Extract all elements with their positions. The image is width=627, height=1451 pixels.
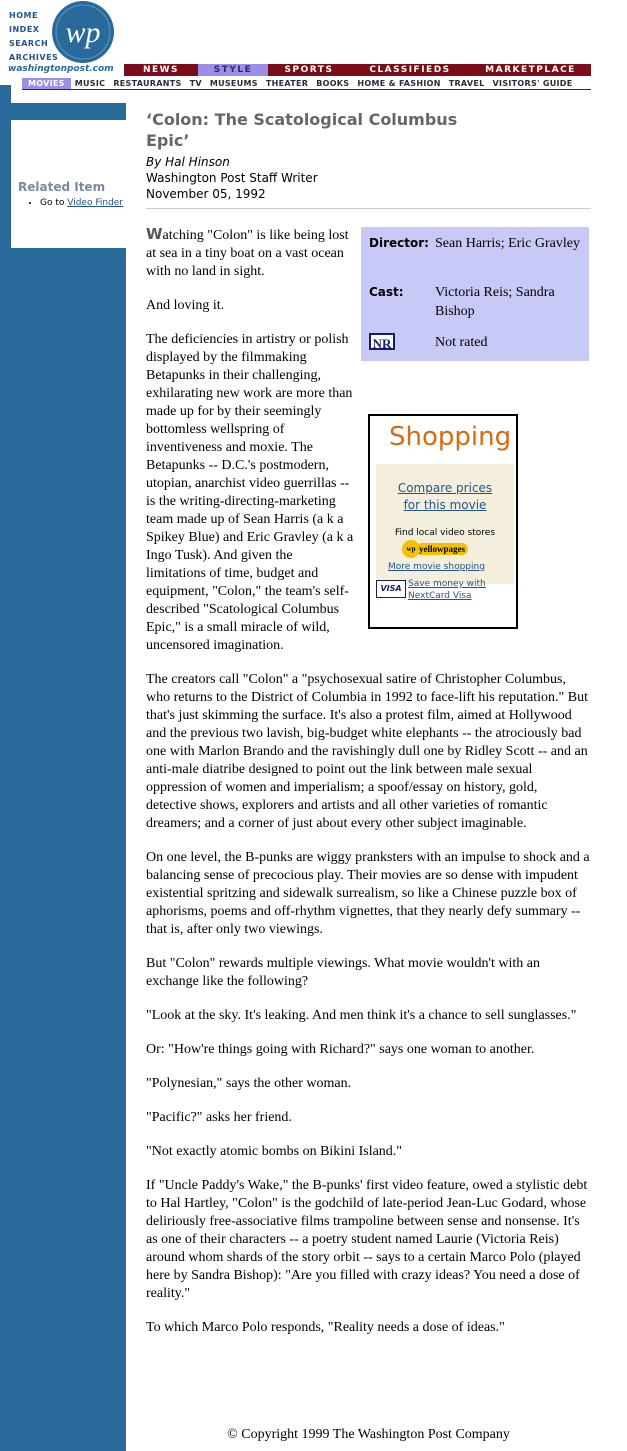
paragraph: "Look at the sky. It's leaking. And men think it's a chance to sell sunglasses." — [146, 1008, 577, 1023]
subnav-travel[interactable]: TRAVEL — [448, 79, 485, 88]
cast-value: Victoria Reis; Sandra Bishop — [435, 285, 555, 319]
subnav-restaurants[interactable]: RESTAURANTS — [113, 79, 182, 88]
left-stripe — [0, 85, 11, 1451]
subnav-visitors-guide[interactable]: VISITORS' GUIDE — [492, 79, 573, 88]
nextcard-visa-link[interactable]: Save money with NextCard Visa — [408, 579, 486, 601]
subnav-museums[interactable]: MUSEUMS — [209, 79, 258, 88]
subnav-books[interactable]: BOOKS — [316, 79, 350, 88]
paragraph: And loving it. — [146, 298, 225, 313]
paragraph: But "Colon" rewards multiple viewings. What movie wouldn't with an exchange like the following? — [146, 956, 540, 989]
page-title: ‘Colon: The Scatological Columbus Epic’ — [146, 110, 458, 150]
paragraph: "Polynesian," says the other woman. — [146, 1076, 352, 1091]
paragraph: To which Marco Polo responds, "Reality needs a dose of ideas." — [146, 1320, 505, 1335]
tab-style[interactable]: STYLE — [198, 64, 268, 76]
publish-date: November 05, 1992 — [146, 187, 266, 201]
subnav-movies[interactable]: MOVIES — [22, 78, 71, 89]
paragraph: "Not exactly atomic bombs on Bikini Island." — [146, 1144, 403, 1159]
rating-value: Not rated — [435, 335, 488, 350]
logo-text[interactable]: washingtonpost.com — [8, 64, 114, 74]
video-finder-link[interactable]: Video Finder — [67, 198, 124, 208]
tab-sports[interactable]: SPORTS — [284, 65, 334, 75]
byline — [146, 154, 318, 202]
paragraph: If "Uncle Paddy's Wake," the B-punks' first video feature, owed a stylistic debt to Hal Hartley, "Colon" is the godchild of late-period Jean-Luc Godard, whose deliriously free-associative films trampoline between sense and nonsense. It's as one of their characters -- a poetry student named Laurie (Victoria Reis) around whom shards of the story orbit -- says to a certain Marco Polo (played here by Sandra Bishop): "Are you filled with crazy ideas? You need a dose of reality." — [146, 1178, 588, 1301]
director-label: Director: — [369, 236, 429, 250]
nav-home-link[interactable]: HOME — [9, 11, 38, 20]
author: By Hal Hinson — [146, 155, 230, 169]
paragraph: Or: "How're things going with Richard?" says one woman to another. — [146, 1042, 535, 1057]
rating-badge-icon: NR — [369, 333, 395, 350]
paragraph: On one level, the B-punks are wiggy pranksters with an impulse to shock and a balancing sense of precocious play. Their movies are so dense with impudent existential spritzing and sidewalk surrealism, so like a Chinese puzzle box of aphorisms, poems and off-rhythm vignettes, that they nearly defy summary -- that is, after only two viewings. — [146, 850, 590, 937]
paragraph: The deficiencies in artistry or polish displayed by the filmmaking Betapunks in their challenging, exhilarating new work are more than made up for by their seemingly bottomless wellspring of inventiveness and moxie. The Betapunks -- D.C.'s postmodern, utopian, anarchist video guerrillas -- is the writing-directing-marketing team made up of Sean Harris (a k a Spikey Blue) and Eric Gravley (a k a Ingo Tusk). And given the limitations of time, budget and equipment, "Colon," the team's self-described "Scatological Columbus Epic," is a small miracle of wild, uncensored imagination. — [146, 332, 354, 653]
list-item — [40, 198, 123, 209]
copyright: © Copyright 1999 The Washington Post Company — [227, 1427, 510, 1442]
nav-index-link[interactable]: INDEX — [9, 25, 40, 34]
wp-logo-icon[interactable] — [50, 0, 116, 64]
yellowpages-label: yellowpages — [416, 543, 468, 555]
nav-search-link[interactable]: SEARCH — [9, 39, 49, 48]
subnav-home-fashion[interactable]: HOME & FASHION — [357, 79, 441, 88]
tab-marketplace[interactable]: MARKETPLACE — [485, 65, 576, 75]
divider — [146, 208, 591, 209]
director-value: Sean Harris; Eric Gravley — [435, 236, 580, 251]
visa-card-icon: VISA — [376, 580, 406, 598]
drop-cap: W — [146, 225, 163, 243]
logo-mark: wp — [65, 16, 101, 49]
subnav-theater[interactable]: THEATER — [265, 79, 309, 88]
related-heading: Related Item — [18, 180, 106, 194]
sub-nav — [22, 78, 591, 90]
cast-label: Cast: — [369, 285, 404, 299]
subnav-tv[interactable]: TV — [189, 79, 202, 88]
related-prefix: Go to — [40, 198, 68, 208]
subnav-music[interactable]: MUSIC — [74, 79, 106, 88]
yellowpages-icon: wp — [402, 540, 420, 558]
tab-news[interactable]: NEWS — [142, 65, 180, 75]
paragraph: The creators call "Colon" a "psychosexual satire of Christopher Columbus, who returns to the District of Columbia in 1992 to face-lift his reputation." But that's just skimming the surface. It's also a protest film, aimed at Hollywood and the previous two lavish, big-budget white elephants -- the atrociously bad one with Marlon Brando and the ravishingly dull one by Ridley Scott -- and an anti-male diatribe designed to point out the link between male sexual oppression of women and imperialism; a spoof/essay on history, gold, detective shows, explorers and artists and all other varieties of romantic dreamers; and a corner of just about every other subject imaginable. — [146, 672, 588, 831]
left-column — [11, 248, 126, 1451]
paragraph: "Pacific?" asks her friend. — [146, 1110, 292, 1125]
related-item — [18, 180, 123, 209]
paragraph: Watching "Colon" is like being lost at sea in a tiny boat on a vast ocean with no land in sight. — [146, 225, 349, 279]
related-list — [18, 198, 123, 209]
compare-prices-link[interactable]: Compare prices for this movie — [397, 481, 493, 512]
more-shopping-link[interactable]: More movie shopping — [388, 562, 485, 572]
shopping-heading: Shopping — [389, 422, 512, 452]
author-role: Washington Post Staff Writer — [146, 171, 318, 185]
left-band — [0, 103, 126, 120]
nav-archives-link[interactable]: ARCHIVES — [9, 53, 59, 62]
article-body — [146, 225, 591, 1353]
local-stores-text: Find local video stores — [394, 528, 496, 538]
main-nav — [124, 64, 591, 76]
tab-classifieds[interactable]: CLASSIFIEDS — [369, 65, 451, 75]
